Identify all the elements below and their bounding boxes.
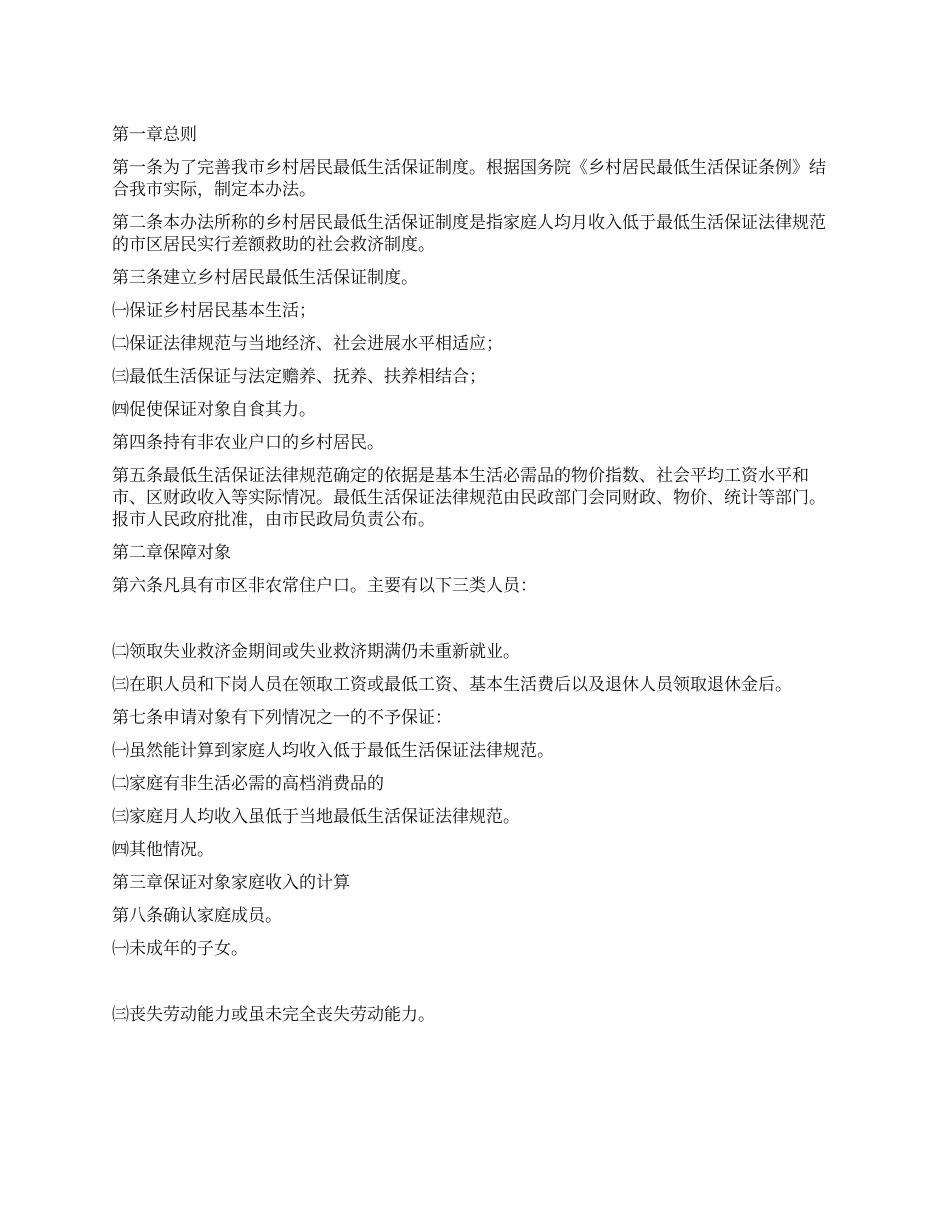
blank-space	[112, 971, 840, 1004]
list-item: ㈡领取失业救济金期间或失业救济期满仍未重新就业。	[112, 642, 520, 662]
list-item: ㈣其他情况。	[112, 840, 214, 860]
list-item: ㈠虽然能计算到家庭人均收入低于最低生活保证法律规范。	[112, 741, 554, 761]
chapter-heading: 第二章保障对象	[112, 543, 231, 563]
article-paragraph: 第四条持有非农业户口的乡村居民。	[112, 433, 384, 453]
list-item: ㈠保证乡村居民基本生活；	[112, 301, 316, 321]
list-item: ㈢家庭月人均收入虽低于当地最低生活保证法律规范。	[112, 807, 520, 827]
article-paragraph: 第五条最低生活保证法律规范确定的依据是基本生活必需品的物价指数、社会平均工资水平和市、区财政收入等实际情况。最低生活保证法律规范由民政部门会同财政、物价、统计等部门。报市人民政府批准，由市民政局负责公布。	[112, 466, 826, 530]
article-paragraph: 第八条确认家庭成员。	[112, 906, 282, 926]
article-paragraph: 第六条凡具有市区非农常住户口。主要有以下三类人员：	[112, 576, 537, 596]
list-item: ㈠未成年的子女。	[112, 939, 248, 959]
list-item: ㈢在职人员和下岗人员在领取工资或最低工资、基本生活费后以及退休人员领取退休金后。	[112, 675, 792, 695]
article-paragraph: 第一条为了完善我市乡村居民最低生活保证制度。根据国务院《乡村居民最低生活保证条例》结合我市实际，制定本办法。	[112, 158, 826, 200]
list-item: ㈣促使保证对象自食其力。	[112, 400, 316, 420]
list-item: ㈢丧失劳动能力或虽未完全丧失劳动能力。	[112, 1005, 435, 1025]
article-paragraph: 第三条建立乡村居民最低生活保证制度。	[112, 268, 418, 288]
list-item: ㈢最低生活保证与法定赡养、抚养、扶养相结合；	[112, 367, 486, 387]
list-item: ㈡家庭有非生活必需的高档消费品的	[112, 774, 384, 794]
article-paragraph: 第二条本办法所称的乡村居民最低生活保证制度是指家庭人均月收入低于最低生活保证法律规范的市区居民实行差额救助的社会救济制度。	[112, 213, 826, 255]
chapter-heading: 第一章总则	[112, 125, 197, 145]
list-item: ㈡保证法律规范与当地经济、社会进展水平相适应；	[112, 334, 503, 354]
chapter-heading: 第三章保证对象家庭收入的计算	[112, 873, 350, 893]
document-body	[112, 124, 840, 1037]
article-paragraph: 第七条申请对象有下列情况之一的不予保证：	[112, 708, 452, 728]
blank-space	[112, 608, 840, 641]
